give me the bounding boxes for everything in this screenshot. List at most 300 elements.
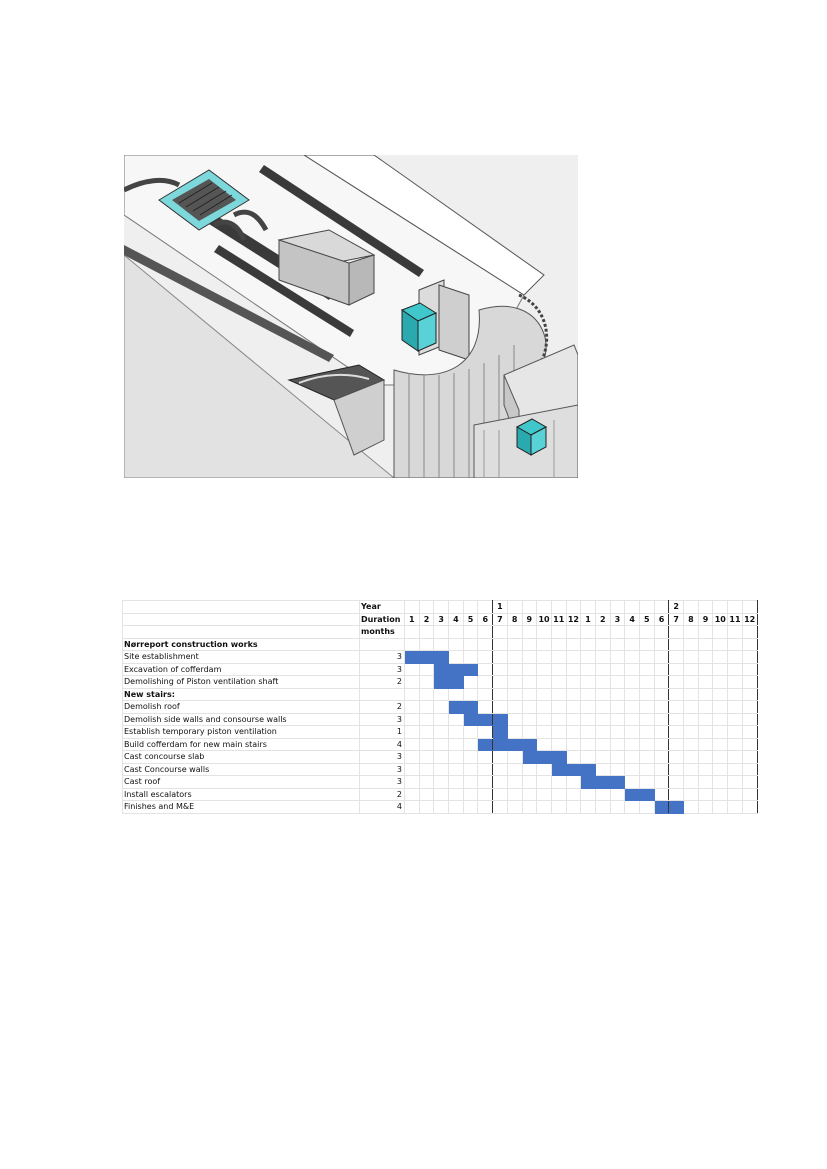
month-cell — [581, 688, 596, 701]
month-cell — [669, 776, 684, 789]
month-number: 11 — [553, 614, 565, 624]
gantt-bar-segment — [522, 751, 537, 764]
month-cell — [551, 626, 566, 639]
month-cell — [551, 788, 566, 801]
gantt-bar-segment — [581, 763, 596, 776]
month-cell — [493, 776, 508, 789]
month-cell — [640, 651, 655, 664]
month-cell — [713, 701, 728, 714]
month-cell — [493, 626, 508, 639]
month-cell — [684, 713, 699, 726]
month-cell — [566, 676, 581, 689]
month-cell — [625, 688, 640, 701]
year-cell — [537, 601, 552, 614]
month-cell — [507, 701, 522, 714]
month-cell — [551, 663, 566, 676]
month-cell — [493, 701, 508, 714]
month-cell — [669, 651, 684, 664]
month-cell — [537, 726, 552, 739]
month-cell — [728, 701, 743, 714]
month-cell — [507, 676, 522, 689]
month-cell — [640, 626, 655, 639]
month-cell — [463, 676, 478, 689]
month-cell — [742, 788, 757, 801]
month-cell — [625, 663, 640, 676]
month-cell — [405, 801, 420, 814]
month-cell — [669, 676, 684, 689]
month-cell — [507, 626, 522, 639]
month-cell — [595, 738, 610, 751]
month-cell — [728, 651, 743, 664]
gantt-bar-segment — [625, 788, 640, 801]
month-cell — [507, 713, 522, 726]
month-cell — [728, 801, 743, 814]
gantt-bar-segment — [551, 751, 566, 764]
month-cell — [522, 626, 537, 639]
month-cell — [566, 776, 581, 789]
month-cell — [419, 751, 434, 764]
gantt-bar-segment — [566, 763, 581, 776]
month-cell — [419, 663, 434, 676]
gantt-bar-segment — [493, 713, 508, 726]
month-number: 2 — [595, 613, 610, 626]
month-cell — [625, 651, 640, 664]
month-cell — [537, 788, 552, 801]
month-cell — [493, 788, 508, 801]
gantt-bar-segment — [640, 788, 655, 801]
month-cell — [713, 651, 728, 664]
month-cell — [419, 788, 434, 801]
month-number: 12 — [567, 614, 579, 624]
gantt-bar-segment — [507, 738, 522, 751]
month-cell — [713, 688, 728, 701]
month-cell — [551, 638, 566, 651]
month-cell — [566, 701, 581, 714]
month-cell — [625, 676, 640, 689]
task-row — [123, 751, 758, 764]
month-cell — [669, 713, 684, 726]
month-cell — [610, 726, 625, 739]
month-cell — [581, 738, 596, 751]
month-cell — [610, 701, 625, 714]
month-cell — [625, 713, 640, 726]
month-cell — [449, 801, 464, 814]
month-cell — [507, 751, 522, 764]
month-cell — [742, 726, 757, 739]
task-name: Demolish side walls and consourse walls — [123, 713, 360, 726]
month-cell — [449, 713, 464, 726]
month-cell — [434, 801, 449, 814]
month-cell — [640, 738, 655, 751]
month-cell — [507, 651, 522, 664]
month-number: 5 — [640, 613, 655, 626]
month-cell — [610, 638, 625, 651]
month-cell — [669, 788, 684, 801]
year-cell — [742, 601, 757, 614]
month-cell — [507, 776, 522, 789]
task-name: Cast roof — [123, 776, 360, 789]
month-cell — [610, 713, 625, 726]
gantt-bar-segment — [463, 663, 478, 676]
month-cell — [478, 801, 493, 814]
gantt-bar-segment — [463, 713, 478, 726]
month-cell — [610, 751, 625, 764]
task-row — [123, 676, 758, 689]
month-cell — [463, 751, 478, 764]
year-cell — [654, 601, 669, 614]
task-name: Finishes and M&E — [123, 801, 360, 814]
month-cell — [684, 763, 699, 776]
year-cell — [625, 601, 640, 614]
month-cell — [610, 676, 625, 689]
month-cell — [625, 776, 640, 789]
month-cell — [728, 626, 743, 639]
gantt-bar-segment — [478, 713, 493, 726]
month-cell — [713, 788, 728, 801]
gantt-bar-segment — [537, 751, 552, 764]
year-cell — [434, 601, 449, 614]
month-number: 7 — [493, 613, 508, 626]
gantt-chart — [122, 600, 758, 814]
task-row — [123, 776, 758, 789]
month-cell — [478, 626, 493, 639]
month-cell — [713, 738, 728, 751]
month-cell — [684, 751, 699, 764]
month-cell — [595, 663, 610, 676]
month-cell — [522, 688, 537, 701]
month-cell — [419, 801, 434, 814]
month-number: 10 — [538, 614, 550, 624]
month-cell — [537, 651, 552, 664]
task-row — [123, 763, 758, 776]
month-cell — [654, 763, 669, 776]
task-name: Establish temporary piston ventilation — [123, 726, 360, 739]
month-cell — [478, 688, 493, 701]
year-cell — [478, 601, 493, 614]
year-cell — [640, 601, 655, 614]
task-row — [123, 663, 758, 676]
month-cell — [581, 701, 596, 714]
month-cell — [405, 776, 420, 789]
month-cell — [684, 651, 699, 664]
month-cell — [522, 701, 537, 714]
month-cell — [478, 651, 493, 664]
month-cell — [537, 701, 552, 714]
gantt-bar-segment — [449, 701, 464, 714]
duration-label: Duration — [360, 613, 405, 626]
month-cell — [684, 663, 699, 676]
month-cell — [478, 726, 493, 739]
month-cell — [419, 688, 434, 701]
month-cell — [537, 713, 552, 726]
month-cell — [405, 713, 420, 726]
year-cell — [610, 601, 625, 614]
month-cell — [625, 801, 640, 814]
year-cell: 1 — [493, 601, 508, 614]
gantt-bar-segment — [449, 663, 464, 676]
task-name: Install escalators — [123, 788, 360, 801]
task-row — [123, 701, 758, 714]
month-cell — [669, 638, 684, 651]
month-cell — [581, 788, 596, 801]
month-cell — [742, 738, 757, 751]
month-number: 1 — [581, 613, 596, 626]
month-cell — [478, 676, 493, 689]
year-cell — [551, 601, 566, 614]
month-cell — [698, 626, 713, 639]
month-cell — [654, 638, 669, 651]
month-cell — [595, 713, 610, 726]
month-cell — [654, 688, 669, 701]
month-cell — [522, 663, 537, 676]
month-cell — [419, 738, 434, 751]
month-cell — [728, 713, 743, 726]
month-cell — [566, 688, 581, 701]
month-cell — [493, 751, 508, 764]
month-cell — [728, 738, 743, 751]
month-cell — [493, 688, 508, 701]
month-cell — [434, 688, 449, 701]
month-cell — [684, 688, 699, 701]
month-cell — [595, 701, 610, 714]
month-cell — [595, 751, 610, 764]
month-cell — [742, 713, 757, 726]
month-cell — [434, 713, 449, 726]
month-cell — [581, 676, 596, 689]
task-row — [123, 688, 758, 701]
month-cell — [698, 738, 713, 751]
month-cell — [434, 763, 449, 776]
month-cell — [640, 701, 655, 714]
month-cell — [595, 651, 610, 664]
task-duration: 3 — [360, 763, 405, 776]
month-cell — [551, 651, 566, 664]
month-cell — [405, 738, 420, 751]
month-cell — [698, 701, 713, 714]
gantt-bar-segment — [654, 801, 669, 814]
month-cell — [640, 688, 655, 701]
month-cell — [434, 626, 449, 639]
month-cell — [742, 776, 757, 789]
month-cell — [581, 626, 596, 639]
month-cell — [610, 651, 625, 664]
month-cell — [537, 688, 552, 701]
month-cell — [449, 638, 464, 651]
month-cell — [684, 701, 699, 714]
month-cell — [434, 726, 449, 739]
month-cell — [713, 663, 728, 676]
gantt-bar-segment — [669, 801, 684, 814]
month-cell — [537, 638, 552, 651]
month-number: 7 — [669, 613, 684, 626]
month-cell — [493, 663, 508, 676]
month-cell — [405, 751, 420, 764]
month-cell — [654, 651, 669, 664]
month-cell — [405, 663, 420, 676]
month-cell — [522, 676, 537, 689]
month-cell — [654, 663, 669, 676]
month-cell — [522, 788, 537, 801]
month-cell — [493, 651, 508, 664]
month-cell — [698, 726, 713, 739]
month-cell — [537, 763, 552, 776]
task-name: Demolishing of Piston ventilation shaft — [123, 676, 360, 689]
month-cell — [654, 626, 669, 639]
month-cell — [654, 788, 669, 801]
month-cell — [537, 738, 552, 751]
month-cell — [463, 738, 478, 751]
month-cell — [728, 638, 743, 651]
task-row — [123, 801, 758, 814]
station-model-figure — [124, 155, 578, 478]
month-cell — [581, 726, 596, 739]
month-cell — [728, 788, 743, 801]
month-cell — [625, 701, 640, 714]
month-cell — [640, 751, 655, 764]
month-cell — [728, 776, 743, 789]
header-row-months — [123, 613, 758, 626]
month-cell — [698, 688, 713, 701]
month-number: 9 — [698, 613, 713, 626]
month-cell — [566, 626, 581, 639]
year-cell — [684, 601, 699, 614]
month-cell — [595, 801, 610, 814]
month-cell — [742, 676, 757, 689]
task-name: Nørreport construction works — [123, 638, 360, 651]
month-cell — [581, 801, 596, 814]
gantt-bar-segment — [405, 651, 420, 664]
month-cell — [610, 738, 625, 751]
month-cell — [478, 663, 493, 676]
month-cell — [595, 638, 610, 651]
month-cell — [742, 626, 757, 639]
month-cell — [713, 713, 728, 726]
year-cell — [463, 601, 478, 614]
month-number: 4 — [449, 613, 464, 626]
month-cell — [551, 801, 566, 814]
month-cell — [507, 788, 522, 801]
month-cell — [566, 726, 581, 739]
month-cell — [493, 638, 508, 651]
month-cell — [610, 788, 625, 801]
month-cell — [405, 676, 420, 689]
month-number: 5 — [463, 613, 478, 626]
gantt-bar-segment — [551, 763, 566, 776]
month-cell — [463, 651, 478, 664]
month-cell — [742, 763, 757, 776]
month-cell — [522, 776, 537, 789]
gantt-bar-segment — [434, 676, 449, 689]
month-cell — [684, 676, 699, 689]
month-cell — [654, 776, 669, 789]
month-cell — [566, 713, 581, 726]
month-cell — [625, 751, 640, 764]
month-cell — [566, 788, 581, 801]
month-cell — [507, 688, 522, 701]
month-cell — [595, 688, 610, 701]
month-cell — [522, 638, 537, 651]
task-row — [123, 788, 758, 801]
task-duration: 3 — [360, 776, 405, 789]
month-cell — [684, 738, 699, 751]
month-cell — [434, 751, 449, 764]
month-cell — [522, 713, 537, 726]
year-cell — [581, 601, 596, 614]
month-cell — [728, 763, 743, 776]
month-cell — [507, 763, 522, 776]
month-cell — [640, 801, 655, 814]
month-cell — [566, 801, 581, 814]
month-cell — [698, 763, 713, 776]
month-cell — [669, 626, 684, 639]
month-cell — [669, 726, 684, 739]
month-cell — [669, 763, 684, 776]
month-cell — [595, 726, 610, 739]
task-name: Demolish roof — [123, 701, 360, 714]
month-cell — [405, 638, 420, 651]
task-duration: 4 — [360, 801, 405, 814]
month-number: 8 — [507, 613, 522, 626]
month-cell — [478, 751, 493, 764]
gantt-bar-segment — [434, 651, 449, 664]
year-cell — [595, 601, 610, 614]
month-cell — [669, 738, 684, 751]
month-cell — [640, 676, 655, 689]
month-cell — [640, 638, 655, 651]
month-cell — [625, 626, 640, 639]
month-cell — [669, 751, 684, 764]
month-cell — [654, 701, 669, 714]
year-cell — [713, 601, 728, 614]
month-cell — [742, 688, 757, 701]
month-cell — [713, 801, 728, 814]
month-cell — [434, 776, 449, 789]
month-cell — [595, 626, 610, 639]
month-cell — [434, 788, 449, 801]
year-cell — [449, 601, 464, 614]
gantt-bar-segment — [595, 776, 610, 789]
month-cell — [463, 626, 478, 639]
month-cell — [581, 663, 596, 676]
month-cell — [742, 663, 757, 676]
month-cell — [405, 688, 420, 701]
month-cell — [522, 726, 537, 739]
task-row — [123, 651, 758, 664]
month-cell — [654, 751, 669, 764]
year-cell — [698, 601, 713, 614]
month-cell — [610, 801, 625, 814]
month-cell — [449, 688, 464, 701]
month-cell — [713, 751, 728, 764]
month-cell — [493, 763, 508, 776]
month-cell — [595, 763, 610, 776]
month-cell — [493, 676, 508, 689]
task-duration: 1 — [360, 726, 405, 739]
year-cell — [405, 601, 420, 614]
month-cell — [449, 726, 464, 739]
month-number: 9 — [522, 613, 537, 626]
month-cell — [434, 701, 449, 714]
month-cell — [449, 776, 464, 789]
month-cell — [507, 663, 522, 676]
month-cell — [713, 726, 728, 739]
gantt-bar-segment — [581, 776, 596, 789]
month-cell — [419, 713, 434, 726]
month-cell — [434, 738, 449, 751]
task-duration — [360, 688, 405, 701]
month-cell — [610, 763, 625, 776]
month-cell — [507, 638, 522, 651]
